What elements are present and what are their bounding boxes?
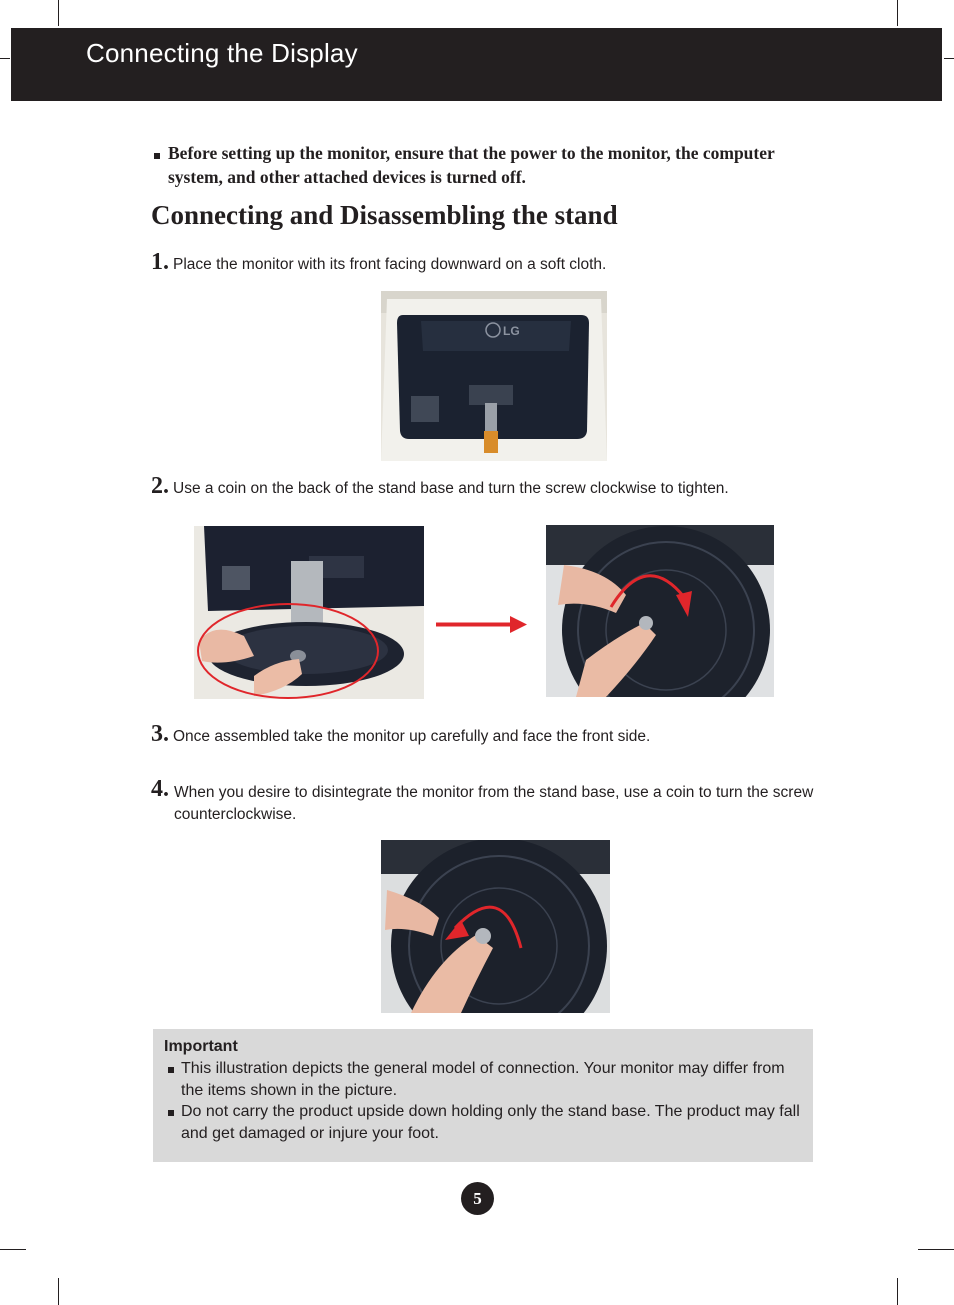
crop-mark	[0, 1249, 26, 1250]
step-2	[151, 473, 729, 500]
important-box	[153, 1029, 813, 1162]
warning-note	[150, 141, 810, 189]
crop-mark	[918, 1249, 954, 1250]
photo-attach-stand-base	[194, 526, 424, 699]
step-text: Once assembled take the monitor up carefully and face the front side.	[173, 728, 651, 745]
step-1	[151, 249, 606, 276]
arrow-right-icon	[436, 615, 528, 635]
important-item-text: This illustration depicts the general model of connection. Your monitor may differ from the items shown in the picture.	[181, 1060, 785, 1099]
crop-mark	[897, 0, 898, 26]
crop-mark	[0, 58, 10, 59]
crop-mark	[58, 0, 59, 26]
bullet-square-icon	[168, 1067, 174, 1073]
step-text: When you desire to disintegrate the monitor from the stand base, use a coin to turn the screw counterclockwise.	[174, 784, 814, 823]
photo-tighten-screw	[546, 525, 774, 697]
important-item-text: Do not carry the product upside down holding only the stand base. The product may fall and get damaged or injure your foot.	[181, 1103, 800, 1142]
bullet-square-icon	[168, 1110, 174, 1116]
bullet-square-icon	[154, 153, 160, 159]
important-title: Important	[164, 1038, 238, 1055]
step-text: Use a coin on the back of the stand base and turn the screw clockwise to tighten.	[173, 480, 729, 497]
step-text: Place the monitor with its front facing downward on a soft cloth.	[173, 256, 607, 273]
photo-monitor-face-down	[381, 291, 607, 461]
page-title: Connecting the Display	[86, 38, 358, 68]
step-number: 2.	[151, 473, 169, 499]
step-number: 3.	[151, 721, 169, 747]
step-number: 4.	[151, 776, 169, 802]
photo-loosen-screw	[381, 840, 610, 1013]
crop-mark	[944, 58, 954, 59]
crop-mark	[897, 1278, 898, 1305]
lg-logo: LG	[503, 324, 520, 338]
page-number: 5	[461, 1182, 494, 1215]
step-number: 1.	[151, 249, 169, 275]
section-title: Connecting and Disassembling the stand	[151, 200, 618, 230]
crop-mark	[58, 1278, 59, 1305]
step-3	[151, 721, 650, 748]
important-item	[181, 1101, 801, 1145]
warning-text: Before setting up the monitor, ensure that the power to the monitor, the computer system, and other attached devices is turned off.	[168, 143, 775, 187]
important-item	[181, 1058, 801, 1102]
step-4	[151, 776, 173, 803]
